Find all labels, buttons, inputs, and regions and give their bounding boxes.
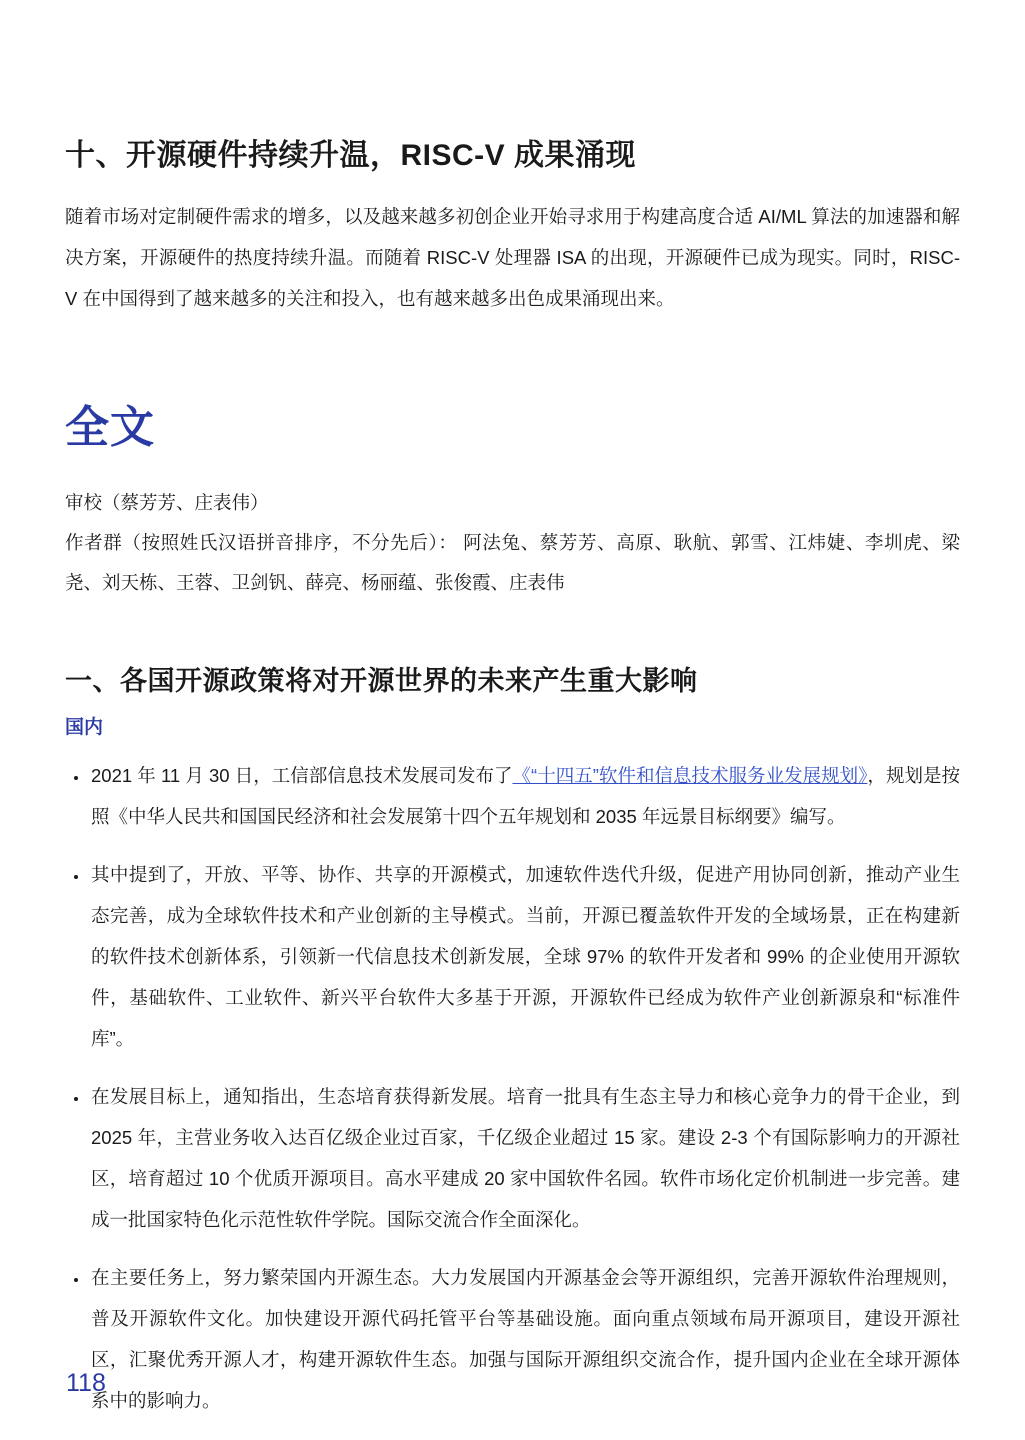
reviewers-line: 审校（蔡芳芳、庄表伟） <box>65 492 269 513</box>
authors-line: 作者群（按照姓氏汉语拼音排序，不分先后）： 阿法兔、蔡芳芳、高原、耿航、郭雪、江炜婕、李圳虎、梁尧、刘天栋、王蓉、卫剑钒、薛亮、杨丽蕴、张俊霞、庄表伟 <box>65 532 960 593</box>
fulltext-title: 全文 <box>65 403 155 452</box>
page-number: 118 <box>66 1369 106 1397</box>
section10-paragraph: 随着市场对定制硬件需求的增多，以及越来越多初创企业开始寻求用于构建高度合适 AI/ML 算法的加速器和解决方案，开源硬件的热度持续升温。而随着 RISC-V 处理器 ISA 的出现，开源硬件已成为现实。同时，RISC-V 在中国得到了越来越多的关注和投入，也有越来越多出色成果涌现出来。 <box>65 206 960 309</box>
list-item: • 在发展目标上，通知指出，生态培育获得新发展。培育一批具有生态主导力和核心竞争力的骨干企业，到 2025 年，主营业务收入达百亿级企业过百家，千亿级企业超过 15 家。建设 2-3 个有国际影响力的开源社区，培育超过 10 个优质开源项目。高水平建成 20 家中国软件名园。软件市场化定价机制进一步完善。建成一批国家特色化示范性软件学院。国际交流合作全面深化。 <box>89 1076 960 1240</box>
list-item: • 在主要任务上，努力繁荣国内开源生态。大力发展国内开源基金会等开源组织，完善开源软件治理规则，普及开源软件文化。加快建设开源代码托管平台等基础设施。面向重点领域布局开源项目，建设开源社区，汇聚优秀开源人才，构建开源软件生态。加强与国际开源组织交流合作，提升国内企业在全球开源体系中的影响力。 <box>89 1257 960 1421</box>
bullet-list <box>65 755 960 1421</box>
list-item: • 其中提到了，开放、平等、协作、共享的开源模式，加速软件迭代升级，促进产用协同创新，推动产业生态完善，成为全球软件技术和产业创新的主导模式。当前，开源已覆盖软件开发的全域场景，正在构建新的软件技术创新体系，引领新一代信息技术创新发展，全球 97% 的软件开发者和 99% 的企业使用开源软件，基础软件、工业软件、新兴平台软件大多基于开源，开源软件已经成为软件产业创新源泉和“标准件库”。 <box>89 854 960 1059</box>
bullet1-text-before: 2021 年 11 月 30 日，工信部信息技术发展司发布了 <box>91 765 513 786</box>
bullet1-text-after: ，规划是按照《中华人民共和国国民经济和社会发展第十四个五年规划和 2035 年远景目标纲要》编写。 <box>91 765 960 827</box>
list-item <box>89 755 960 837</box>
section10-title: 十、开源硬件持续升温，RISC-V 成果涌现 <box>65 139 637 172</box>
subheading-domestic: 国内 <box>65 717 104 738</box>
section1-title: 一、各国开源政策将对开源世界的未来产生重大影响 <box>65 666 698 696</box>
plan-document-link[interactable]: 《“十四五”软件和信息技术服务业发展规划》 <box>512 765 868 786</box>
